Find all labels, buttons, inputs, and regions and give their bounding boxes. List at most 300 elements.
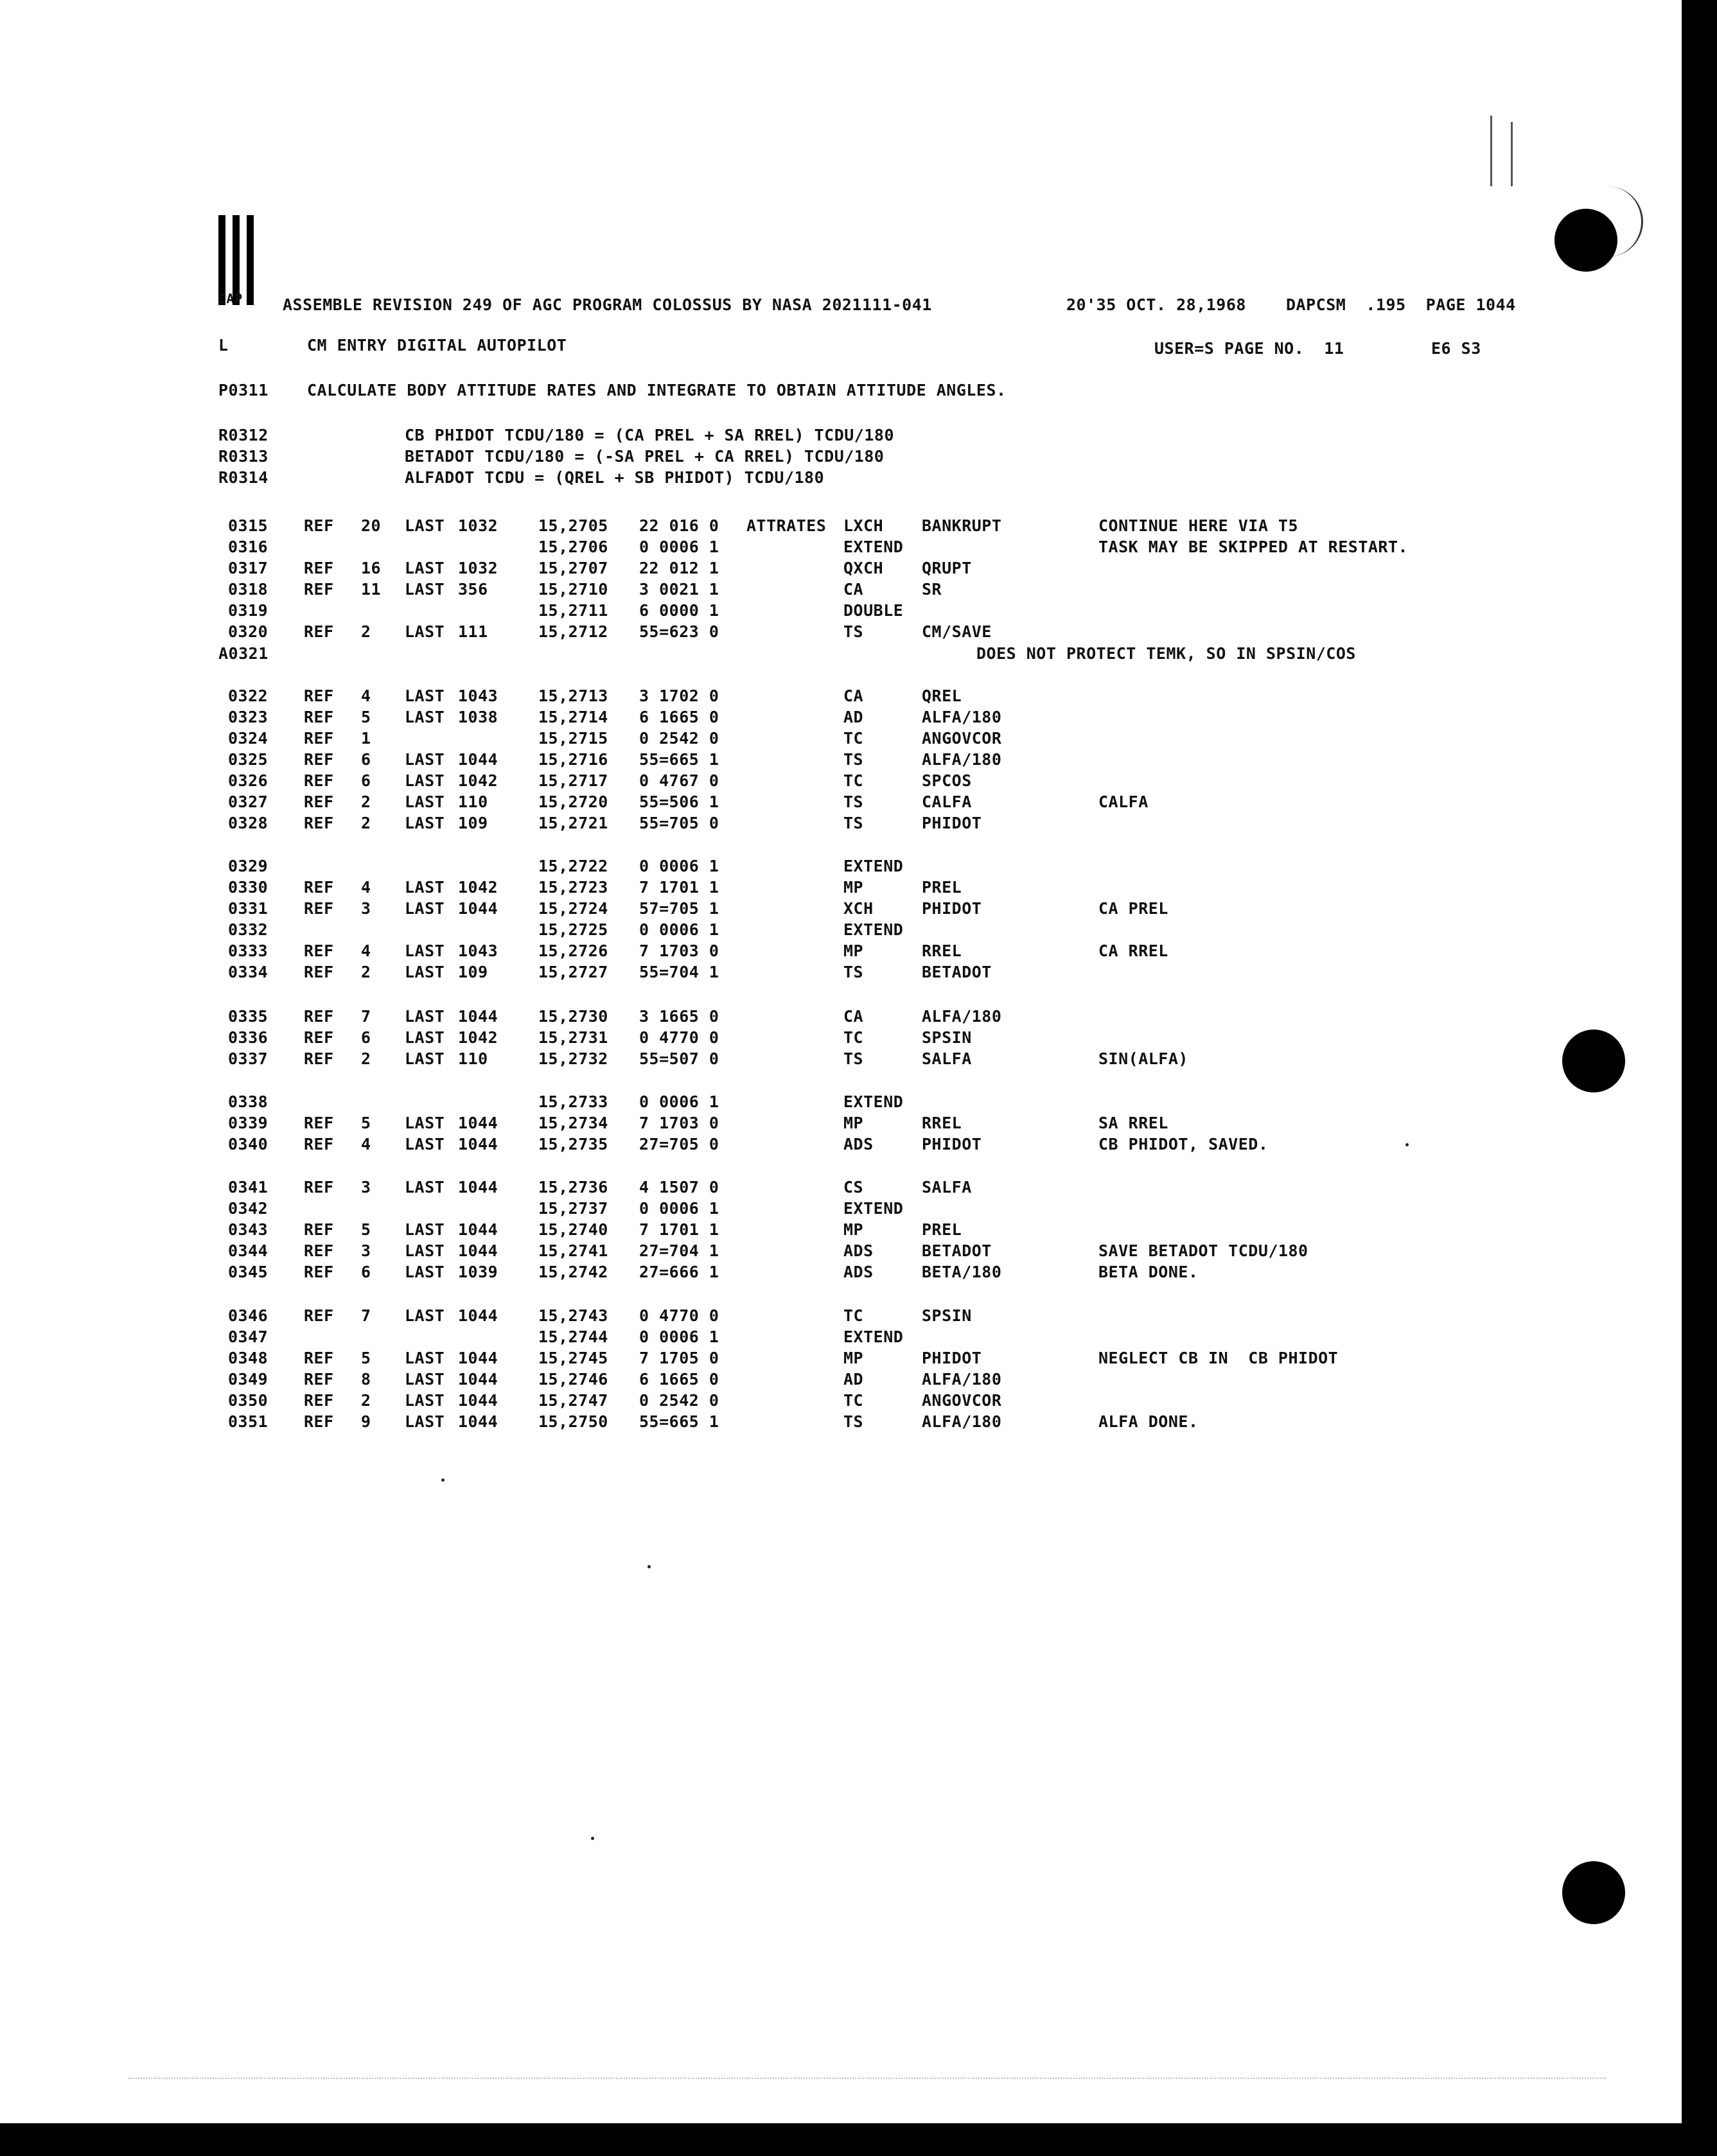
row-op: XCH bbox=[843, 899, 874, 918]
row-addr: 15,2737 bbox=[538, 1199, 608, 1218]
row-lnum: 1042 bbox=[458, 878, 498, 897]
row-n: 7 bbox=[361, 1007, 371, 1026]
row-op: ADS bbox=[843, 1263, 874, 1281]
row-code: 27=704 1 bbox=[639, 1241, 719, 1260]
row-comment: SA RREL bbox=[1098, 1114, 1168, 1132]
row-op: LXCH bbox=[843, 516, 884, 535]
row-lnum: 1044 bbox=[458, 750, 498, 769]
row-addr: 15,2714 bbox=[538, 708, 608, 726]
ink-speck bbox=[647, 1565, 651, 1568]
row-n: 4 bbox=[361, 878, 371, 897]
row-addr: 15,2745 bbox=[538, 1349, 608, 1367]
row-code: 0 0006 1 bbox=[639, 1328, 719, 1346]
row-last: LAST bbox=[405, 1220, 445, 1239]
row-last: LAST bbox=[405, 687, 445, 705]
row-comment: CONTINUE HERE VIA T5 bbox=[1098, 516, 1299, 535]
row-code: 55=704 1 bbox=[639, 963, 719, 981]
row-last: LAST bbox=[405, 771, 445, 790]
row-addr: 15,2711 bbox=[538, 601, 608, 620]
row-ref: REF bbox=[304, 1412, 334, 1431]
row-last: LAST bbox=[405, 559, 445, 577]
row-operand: ALFA/180 bbox=[922, 1007, 1002, 1026]
row-comment: BETA DONE. bbox=[1098, 1263, 1199, 1281]
row-code: 27=705 0 bbox=[639, 1135, 719, 1153]
row-comment: SAVE BETADOT TCDU/180 bbox=[1098, 1241, 1308, 1260]
row-last: LAST bbox=[405, 708, 445, 726]
row-seq: 0315 bbox=[228, 516, 269, 535]
row-ref: REF bbox=[304, 1370, 334, 1389]
row-operand: ANGOVCOR bbox=[922, 729, 1002, 748]
row-last: LAST bbox=[405, 793, 445, 811]
row-n: 6 bbox=[361, 1028, 371, 1047]
row-op: EXTEND bbox=[843, 857, 904, 875]
row-ref: REF bbox=[304, 1220, 334, 1239]
row-addr: 15,2717 bbox=[538, 771, 608, 790]
row-lnum: 109 bbox=[458, 814, 488, 832]
row-code: 55=506 1 bbox=[639, 793, 719, 811]
row-ref: REF bbox=[304, 622, 334, 641]
row-op: EXTEND bbox=[843, 920, 904, 939]
row-lnum: 1044 bbox=[458, 1412, 498, 1431]
row-addr: 15,2710 bbox=[538, 580, 608, 599]
row-lnum: 1044 bbox=[458, 1007, 498, 1026]
row-op: EXTEND bbox=[843, 1199, 904, 1218]
row-addr: 15,2716 bbox=[538, 750, 608, 769]
binder-hole-bottom bbox=[1562, 1861, 1625, 1924]
row-addr: 15,2725 bbox=[538, 920, 608, 939]
row-lnum: 1044 bbox=[458, 1370, 498, 1389]
row-code: 57=705 1 bbox=[639, 899, 719, 918]
row-addr: 15,2735 bbox=[538, 1135, 608, 1153]
row-addr: 15,2734 bbox=[538, 1114, 608, 1132]
row-ref: REF bbox=[304, 771, 334, 790]
row-n: 4 bbox=[361, 1135, 371, 1153]
row-seq: 0343 bbox=[228, 1220, 269, 1239]
row-operand: CM/SAVE bbox=[922, 622, 992, 641]
row-addr: 15,2740 bbox=[538, 1220, 608, 1239]
row-seq: 0324 bbox=[228, 729, 269, 748]
row-ref: REF bbox=[304, 1007, 334, 1026]
row-ref: REF bbox=[304, 729, 334, 748]
row-seq: 0326 bbox=[228, 771, 269, 790]
row-lnum: 1044 bbox=[458, 899, 498, 918]
row-code: 7 1701 1 bbox=[639, 878, 719, 897]
ink-speck bbox=[1405, 1143, 1409, 1146]
row-n: 9 bbox=[361, 1412, 371, 1431]
row-operand: QREL bbox=[922, 687, 962, 705]
row-seq: 0351 bbox=[228, 1412, 269, 1431]
row-addr: 15,2747 bbox=[538, 1391, 608, 1410]
comment-id: R0312 bbox=[218, 426, 269, 444]
row-addr: 15,2712 bbox=[538, 622, 608, 641]
row-seq: 0325 bbox=[228, 750, 269, 769]
row-last: LAST bbox=[405, 1028, 445, 1047]
row-n: 4 bbox=[361, 942, 371, 960]
row-seq: 0339 bbox=[228, 1114, 269, 1132]
row-code: 0 2542 0 bbox=[639, 1391, 719, 1410]
row-last: LAST bbox=[405, 622, 445, 641]
row-op: EXTEND bbox=[843, 538, 904, 556]
row-last: LAST bbox=[405, 899, 445, 918]
row-label: ATTRATES bbox=[746, 516, 827, 535]
row-lnum: 1043 bbox=[458, 942, 498, 960]
row-addr: 15,2746 bbox=[538, 1370, 608, 1389]
row-seq: 0320 bbox=[228, 622, 269, 641]
listing-title: ASSEMBLE REVISION 249 OF AGC PROGRAM COLOSSUS BY NASA 2021111-041 bbox=[283, 295, 932, 314]
comment-text: BETADOT TCDU/180 = (-SA PREL + CA RREL) TCDU/180 bbox=[405, 447, 885, 466]
row-ref: REF bbox=[304, 1135, 334, 1153]
bottom-edge-specks bbox=[128, 2078, 1606, 2080]
row-operand: ALFA/180 bbox=[922, 1370, 1002, 1389]
row-op: CA bbox=[843, 687, 864, 705]
row-addr: 15,2727 bbox=[538, 963, 608, 981]
row-code: 7 1701 1 bbox=[639, 1220, 719, 1239]
row-op: CA bbox=[843, 580, 864, 599]
row-code: 22 016 0 bbox=[639, 516, 719, 535]
row-seq: 0349 bbox=[228, 1370, 269, 1389]
row-seq: 0318 bbox=[228, 580, 269, 599]
row-op: TC bbox=[843, 1028, 864, 1047]
row-lnum: 1042 bbox=[458, 771, 498, 790]
comment-id: R0314 bbox=[218, 468, 269, 487]
comment-text: CB PHIDOT TCDU/180 = (CA PREL + SA RREL) TCDU/180 bbox=[405, 426, 895, 444]
row-code: 6 1665 0 bbox=[639, 1370, 719, 1389]
row-seq: 0335 bbox=[228, 1007, 269, 1026]
comment-text: CALCULATE BODY ATTITUDE RATES AND INTEGRATE TO OBTAIN ATTITUDE ANGLES. bbox=[307, 381, 1007, 399]
row-code: 22 012 1 bbox=[639, 559, 719, 577]
row-lnum: 111 bbox=[458, 622, 488, 641]
row-n: 1 bbox=[361, 729, 371, 748]
row-lnum: 110 bbox=[458, 1049, 488, 1068]
row-n: 6 bbox=[361, 750, 371, 769]
row-op: MP bbox=[843, 1220, 864, 1239]
row-operand: PHIDOT bbox=[922, 899, 982, 918]
ink-speck bbox=[591, 1837, 594, 1840]
row-last: LAST bbox=[405, 1263, 445, 1281]
row-operand: SALFA bbox=[922, 1049, 972, 1068]
row-ref: REF bbox=[304, 1263, 334, 1281]
row-seq: 0341 bbox=[228, 1178, 269, 1196]
row-n: 2 bbox=[361, 793, 371, 811]
row-code: 55=665 1 bbox=[639, 1412, 719, 1431]
row-addr: 15,2731 bbox=[538, 1028, 608, 1047]
row-code: 0 0006 1 bbox=[639, 538, 719, 556]
row-n: 5 bbox=[361, 708, 371, 726]
row-operand: BETADOT bbox=[922, 1241, 992, 1260]
row-code: 0 0006 1 bbox=[639, 857, 719, 875]
row-addr: 15,2733 bbox=[538, 1092, 608, 1111]
row-comment: CA RREL bbox=[1098, 942, 1168, 960]
row-n: 11 bbox=[361, 580, 382, 599]
row-lnum: 1039 bbox=[458, 1263, 498, 1281]
row-comment: ALFA DONE. bbox=[1098, 1412, 1199, 1431]
row-addr: 15,2721 bbox=[538, 814, 608, 832]
edition-label: E6 S3 bbox=[1431, 339, 1481, 358]
row-op: DOUBLE bbox=[843, 601, 904, 620]
row-ref: REF bbox=[304, 1114, 334, 1132]
row-n: 2 bbox=[361, 963, 371, 981]
row-operand: SR bbox=[922, 580, 942, 599]
row-addr: 15,2715 bbox=[538, 729, 608, 748]
row-ref: REF bbox=[304, 942, 334, 960]
row-last: LAST bbox=[405, 814, 445, 832]
row-op: AD bbox=[843, 708, 864, 726]
margin-tick-mark bbox=[1511, 122, 1513, 186]
row-op: TS bbox=[843, 750, 864, 769]
row-code: 55=665 1 bbox=[639, 750, 719, 769]
row-code: 0 2542 0 bbox=[639, 729, 719, 748]
row-code: 55=705 0 bbox=[639, 814, 719, 832]
row-last: LAST bbox=[405, 1391, 445, 1410]
row-last: LAST bbox=[405, 1412, 445, 1431]
row-seq: 0348 bbox=[228, 1349, 269, 1367]
row-code: 0 4767 0 bbox=[639, 771, 719, 790]
section-title: CM ENTRY DIGITAL AUTOPILOT bbox=[307, 336, 567, 355]
row-seq: 0319 bbox=[228, 601, 269, 620]
row-lnum: 1038 bbox=[458, 708, 498, 726]
row-operand: SPCOS bbox=[922, 771, 972, 790]
row-addr: 15,2744 bbox=[538, 1328, 608, 1346]
row-code: 4 1507 0 bbox=[639, 1178, 719, 1196]
row-seq: 0334 bbox=[228, 963, 269, 981]
row-code: 6 0000 1 bbox=[639, 601, 719, 620]
row-seq: 0330 bbox=[228, 878, 269, 897]
row-n: 2 bbox=[361, 1391, 371, 1410]
row-code: 27=666 1 bbox=[639, 1263, 719, 1281]
row-n: 3 bbox=[361, 1241, 371, 1260]
row-last: LAST bbox=[405, 963, 445, 981]
row-op: TC bbox=[843, 771, 864, 790]
row-n: 5 bbox=[361, 1114, 371, 1132]
row-n: 2 bbox=[361, 814, 371, 832]
row-op: MP bbox=[843, 1114, 864, 1132]
row-seq: 0316 bbox=[228, 538, 269, 556]
row-operand: RREL bbox=[922, 942, 962, 960]
row-n: 6 bbox=[361, 1263, 371, 1281]
ink-speck bbox=[441, 1478, 445, 1482]
row-last: LAST bbox=[405, 878, 445, 897]
row-op: ADS bbox=[843, 1135, 874, 1153]
listing-page-info: DAPCSM .195 PAGE 1044 bbox=[1286, 295, 1516, 314]
row-addr: 15,2741 bbox=[538, 1241, 608, 1260]
row-operand: ALFA/180 bbox=[922, 750, 1002, 769]
row-lnum: 109 bbox=[458, 963, 488, 981]
row-ref: REF bbox=[304, 1028, 334, 1047]
row-lnum: 356 bbox=[458, 580, 488, 599]
row-lnum: 1032 bbox=[458, 516, 498, 535]
row-lnum: 1044 bbox=[458, 1241, 498, 1260]
row-ref: REF bbox=[304, 708, 334, 726]
row-comment: NEGLECT CB IN CB PHIDOT bbox=[1098, 1349, 1339, 1367]
row-operand: ALFA/180 bbox=[922, 708, 1002, 726]
row-seq: 0342 bbox=[228, 1199, 269, 1218]
row-addr: 15,2706 bbox=[538, 538, 608, 556]
row-ref: REF bbox=[304, 878, 334, 897]
row-comment: CB PHIDOT, SAVED. bbox=[1098, 1135, 1269, 1153]
row-operand: BETA/180 bbox=[922, 1263, 1002, 1281]
row-operand: CALFA bbox=[922, 793, 972, 811]
row-ref: REF bbox=[304, 1241, 334, 1260]
row-operand: SALFA bbox=[922, 1178, 972, 1196]
row-addr: 15,2705 bbox=[538, 516, 608, 535]
row-code: 0 4770 0 bbox=[639, 1028, 719, 1047]
comment-text: ALFADOT TCDU = (QREL + SB PHIDOT) TCDU/180 bbox=[405, 468, 825, 487]
row-ref: REF bbox=[304, 793, 334, 811]
row-seq: 0332 bbox=[228, 920, 269, 939]
comment-id: R0313 bbox=[218, 447, 269, 466]
row-last: LAST bbox=[405, 1135, 445, 1153]
row-n: 3 bbox=[361, 1178, 371, 1196]
row-lnum: 1044 bbox=[458, 1306, 498, 1325]
row-operand: PHIDOT bbox=[922, 1349, 982, 1367]
row-ref: REF bbox=[304, 814, 334, 832]
row-n: 8 bbox=[361, 1370, 371, 1389]
row-op: CA bbox=[843, 1007, 864, 1026]
row-n: 5 bbox=[361, 1349, 371, 1367]
row-code: 55=623 0 bbox=[639, 622, 719, 641]
binder-hole-top bbox=[1554, 209, 1617, 272]
row-lnum: 1043 bbox=[458, 687, 498, 705]
row-last: LAST bbox=[405, 1241, 445, 1260]
row-lnum: 1032 bbox=[458, 559, 498, 577]
row-addr: 15,2720 bbox=[538, 793, 608, 811]
row-ref: REF bbox=[304, 516, 334, 535]
row-seq: 0337 bbox=[228, 1049, 269, 1068]
row-ref: REF bbox=[304, 559, 334, 577]
row-operand: SPSIN bbox=[922, 1306, 972, 1325]
row-seq: 0323 bbox=[228, 708, 269, 726]
row-operand: BANKRUPT bbox=[922, 516, 1002, 535]
row-n: 16 bbox=[361, 559, 382, 577]
row-last: LAST bbox=[405, 1007, 445, 1026]
row-operand: PREL bbox=[922, 878, 962, 897]
row-ref: REF bbox=[304, 687, 334, 705]
row-op: MP bbox=[843, 878, 864, 897]
row-last: LAST bbox=[405, 942, 445, 960]
row-comment: CA PREL bbox=[1098, 899, 1168, 918]
row-op: TS bbox=[843, 1412, 864, 1431]
row-last: LAST bbox=[405, 1049, 445, 1068]
row-op: TS bbox=[843, 1049, 864, 1068]
row-last: LAST bbox=[405, 516, 445, 535]
row-code: 0 0006 1 bbox=[639, 920, 719, 939]
row-operand: SPSIN bbox=[922, 1028, 972, 1047]
row-addr: 15,2726 bbox=[538, 942, 608, 960]
row-addr: 15,2724 bbox=[538, 899, 608, 918]
row-seq: 0328 bbox=[228, 814, 269, 832]
user-page-number: USER=S PAGE NO. 11 bbox=[1154, 339, 1344, 358]
row-op: CS bbox=[843, 1178, 864, 1196]
row-seq: 0347 bbox=[228, 1328, 269, 1346]
row-last: LAST bbox=[405, 580, 445, 599]
row-op: MP bbox=[843, 1349, 864, 1367]
row-seq: 0331 bbox=[228, 899, 269, 918]
row-op: TC bbox=[843, 1391, 864, 1410]
row-code: 0 4770 0 bbox=[639, 1306, 719, 1325]
row-code: 3 1665 0 bbox=[639, 1007, 719, 1026]
row-n: 2 bbox=[361, 1049, 371, 1068]
row-op: TS bbox=[843, 963, 864, 981]
row-code: 55=507 0 bbox=[639, 1049, 719, 1068]
row-lnum: 110 bbox=[458, 793, 488, 811]
row-seq: 0327 bbox=[228, 793, 269, 811]
row-lnum: 1044 bbox=[458, 1391, 498, 1410]
row-addr: 15,2722 bbox=[538, 857, 608, 875]
row-last: LAST bbox=[405, 1114, 445, 1132]
row-n: 5 bbox=[361, 1220, 371, 1239]
row-n: 20 bbox=[361, 516, 382, 535]
row-last: LAST bbox=[405, 1306, 445, 1325]
row-comment: CALFA bbox=[1098, 793, 1149, 811]
row-ref: REF bbox=[304, 1049, 334, 1068]
row-lnum: 1042 bbox=[458, 1028, 498, 1047]
row-ref: REF bbox=[304, 1349, 334, 1367]
row-seq: 0350 bbox=[228, 1391, 269, 1410]
comment-id: P0311 bbox=[218, 381, 269, 399]
row-operand: RREL bbox=[922, 1114, 962, 1132]
row-addr: 15,2736 bbox=[538, 1178, 608, 1196]
row-op: QXCH bbox=[843, 559, 884, 577]
row-ref: REF bbox=[304, 899, 334, 918]
row-op: TC bbox=[843, 1306, 864, 1325]
row-addr: 15,2707 bbox=[538, 559, 608, 577]
row-code: 7 1705 0 bbox=[639, 1349, 719, 1367]
row-op: EXTEND bbox=[843, 1328, 904, 1346]
row-addr: 15,2742 bbox=[538, 1263, 608, 1281]
row-operand: PHIDOT bbox=[922, 1135, 982, 1153]
row-seq: A0321 bbox=[218, 644, 269, 663]
row-ref: REF bbox=[304, 1391, 334, 1410]
row-ref: REF bbox=[304, 750, 334, 769]
listing-timestamp: 20'35 OCT. 28,1968 bbox=[1066, 295, 1246, 314]
row-n: 3 bbox=[361, 899, 371, 918]
row-code: 7 1703 0 bbox=[639, 942, 719, 960]
row-n: 7 bbox=[361, 1306, 371, 1325]
row-ref: REF bbox=[304, 1178, 334, 1196]
row-last: LAST bbox=[405, 1178, 445, 1196]
row-ref: REF bbox=[304, 963, 334, 981]
row-code: 3 1702 0 bbox=[639, 687, 719, 705]
row-seq: 0336 bbox=[228, 1028, 269, 1047]
binder-hole-middle bbox=[1562, 1030, 1625, 1092]
row-lnum: 1044 bbox=[458, 1178, 498, 1196]
row-seq: 0340 bbox=[228, 1135, 269, 1153]
row-operand: ANGOVCOR bbox=[922, 1391, 1002, 1410]
row-operand: BETADOT bbox=[922, 963, 992, 981]
row-comment: SIN(ALFA) bbox=[1098, 1049, 1188, 1068]
row-op: AD bbox=[843, 1370, 864, 1389]
row-seq: 0317 bbox=[228, 559, 269, 577]
row-n: 4 bbox=[361, 687, 371, 705]
row-op: ADS bbox=[843, 1241, 874, 1260]
row-last: LAST bbox=[405, 1349, 445, 1367]
row-code: 0 0006 1 bbox=[639, 1092, 719, 1111]
row-code: 6 1665 0 bbox=[639, 708, 719, 726]
section-letter: L bbox=[218, 336, 229, 355]
row-operand: PHIDOT bbox=[922, 814, 982, 832]
row-seq: 0329 bbox=[228, 857, 269, 875]
row-lnum: 1044 bbox=[458, 1114, 498, 1132]
row-code: 7 1703 0 bbox=[639, 1114, 719, 1132]
row-seq: 0344 bbox=[228, 1241, 269, 1260]
row-comment: TASK MAY BE SKIPPED AT RESTART. bbox=[1098, 538, 1409, 556]
row-op: TS bbox=[843, 793, 864, 811]
row-n: 6 bbox=[361, 771, 371, 790]
logo-mark: GAP bbox=[218, 291, 243, 306]
row-operand: PREL bbox=[922, 1220, 962, 1239]
row-seq: 0346 bbox=[228, 1306, 269, 1325]
row-op: TS bbox=[843, 814, 864, 832]
